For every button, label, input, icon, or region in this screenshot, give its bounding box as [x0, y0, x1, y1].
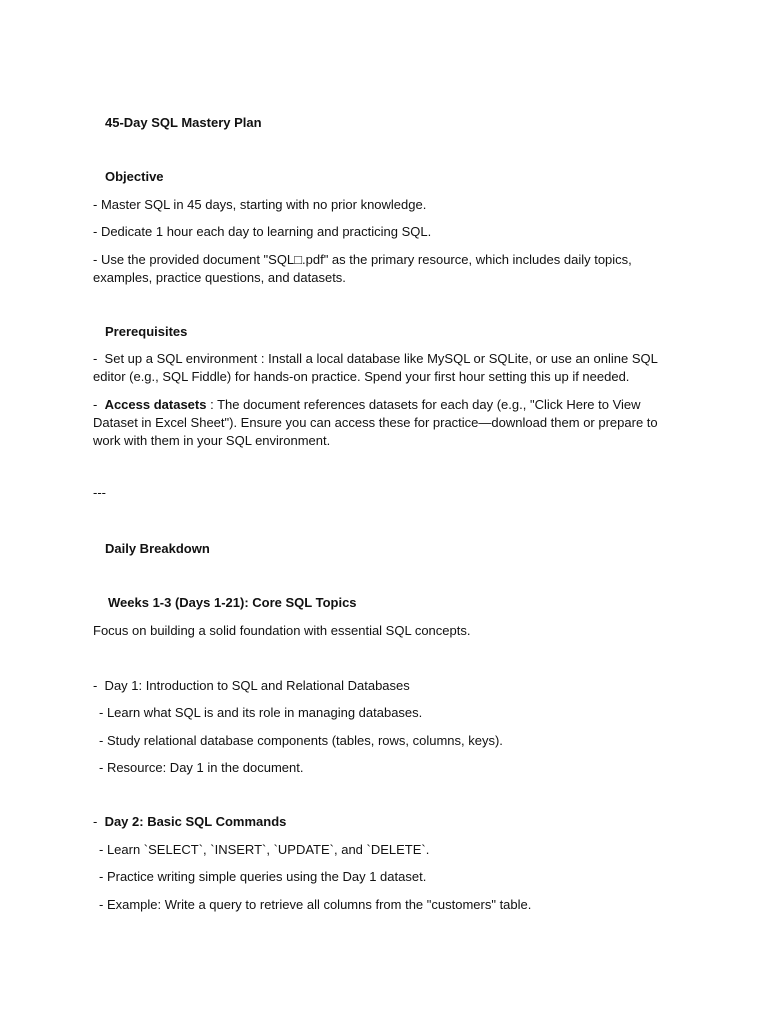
objective-item: - Use the provided document "SQL□.pdf" as the primary resource, which includes daily topics, examples, practice questions, and datasets. [93, 252, 636, 285]
day1-title: - Day 1: Introduction to SQL and Relational Databases [93, 678, 410, 693]
prerequisite-bullet: - [93, 397, 105, 412]
objective-item: - Master SQL in 45 days, starting with no prior knowledge. [93, 197, 427, 212]
day2-item: - Practice writing simple queries using the Day 1 dataset. [99, 869, 427, 884]
weeks-heading: Weeks 1-3 (Days 1-21): Core SQL Topics [108, 595, 357, 610]
day2-bullet: - [93, 814, 105, 829]
weeks-intro: Focus on building a solid foundation with essential SQL concepts. [93, 623, 471, 638]
prerequisites-heading: Prerequisites [105, 324, 188, 339]
day2-title-line [93, 813, 683, 831]
prerequisite-datasets-label: Access datasets [104, 397, 207, 412]
prerequisite-item-datasets [93, 396, 683, 450]
objective-item: - Dedicate 1 hour each day to learning and practicing SQL. [93, 224, 432, 239]
day1-item: - Learn what SQL is and its role in managing databases. [99, 705, 423, 720]
objective-heading: Objective [105, 169, 164, 184]
prerequisite-datasets-text: : The document references datasets for each day (e.g., "Click Here to View Dataset in Excel Sheet"). Ensure you can access these for practice—download them or prepare to work with them in your SQL environment. [93, 397, 662, 448]
prerequisite-item-environment: - Set up a SQL environment : Install a local database like MySQL or SQLite, or use an online SQL editor (e.g., SQL Fiddle) for hands-on practice. Spend your first hour setting this up if needed. [93, 351, 661, 384]
day2-item: - Learn `SELECT`, `INSERT`, `UPDATE`, and `DELETE`. [99, 842, 430, 857]
document-title: 45-Day SQL Mastery Plan [105, 115, 262, 130]
separator: --- [93, 485, 106, 500]
day1-item: - Resource: Day 1 in the document. [99, 760, 304, 775]
day1-item: - Study relational database components (tables, rows, columns, keys). [99, 733, 503, 748]
day2-item: - Example: Write a query to retrieve all columns from the "customers" table. [99, 897, 532, 912]
day2-title: Day 2: Basic SQL Commands [104, 814, 287, 829]
daily-breakdown-heading: Daily Breakdown [105, 541, 210, 556]
